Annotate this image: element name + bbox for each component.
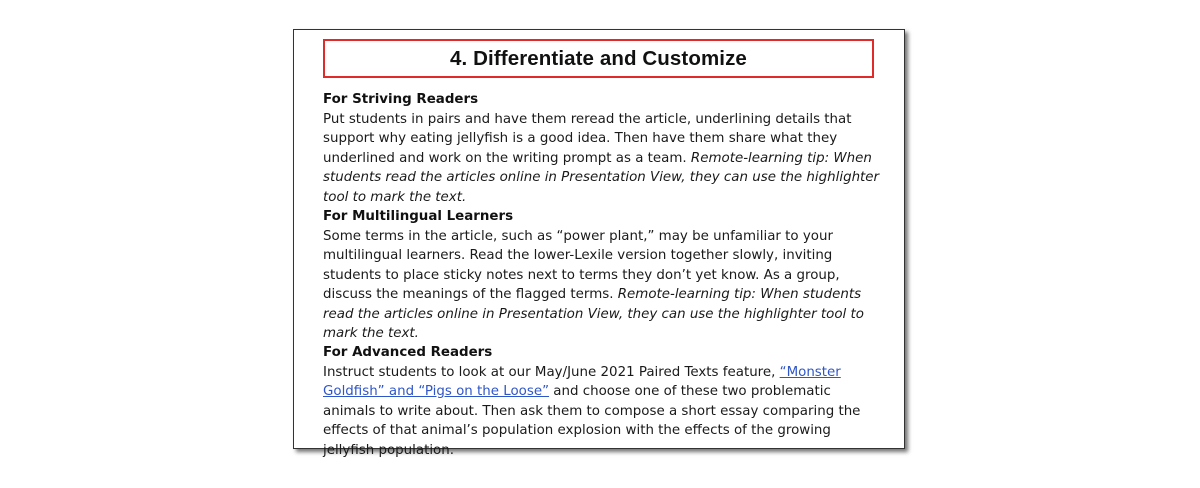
multilingual-learners-heading: For Multilingual Learners <box>323 209 514 224</box>
advanced-readers-body <box>323 363 883 461</box>
advanced-readers-text-after: and choose one of these two problematic animals to write about. Then ask them to compose a short essay comparing the effects of that animal’s population explosion with the effects of the growing jellyfish population. <box>323 384 861 458</box>
worksheet-page <box>293 29 905 458</box>
striving-readers-body <box>323 110 883 208</box>
striving-readers-text: Put students in pairs and have them reread the article, underlining details that support why eating jellyfish is a good idea. Then have them share what they underlined and work on the writing prompt as a team. <box>323 111 852 166</box>
advanced-readers-section <box>323 343 883 460</box>
multilingual-learners-tip: Remote-learning tip: When students read the articles online in Presentation View, they can use the highlighter tool to mark the text. <box>323 287 864 341</box>
striving-readers-section <box>323 90 883 207</box>
section-title: 4. Differentiate and Customize <box>450 46 747 70</box>
section-title-box <box>323 39 874 78</box>
paired-texts-link[interactable]: “Monster Goldfish” and “Pigs on the Loose” <box>323 364 841 399</box>
striving-readers-heading: For Striving Readers <box>323 92 479 107</box>
advanced-readers-text-before: Instruct students to look at our May/June 2021 Paired Texts feature, <box>323 364 780 380</box>
striving-readers-tip: Remote-learning tip: When students read the articles online in Presentation View, they can use the highlighter tool to mark the text. <box>323 150 880 205</box>
multilingual-learners-text: Some terms in the article, such as “power plant,” may be unfamiliar to your multilingual learners. Read the lower-Lexile version together slowly, inviting students to place sticky notes next to terms they don’t yet know. As a group, discuss the meanings of the flagged terms. <box>323 228 840 302</box>
advanced-readers-heading: For Advanced Readers <box>323 345 493 360</box>
multilingual-learners-body <box>323 227 883 344</box>
multilingual-learners-section <box>323 207 883 344</box>
